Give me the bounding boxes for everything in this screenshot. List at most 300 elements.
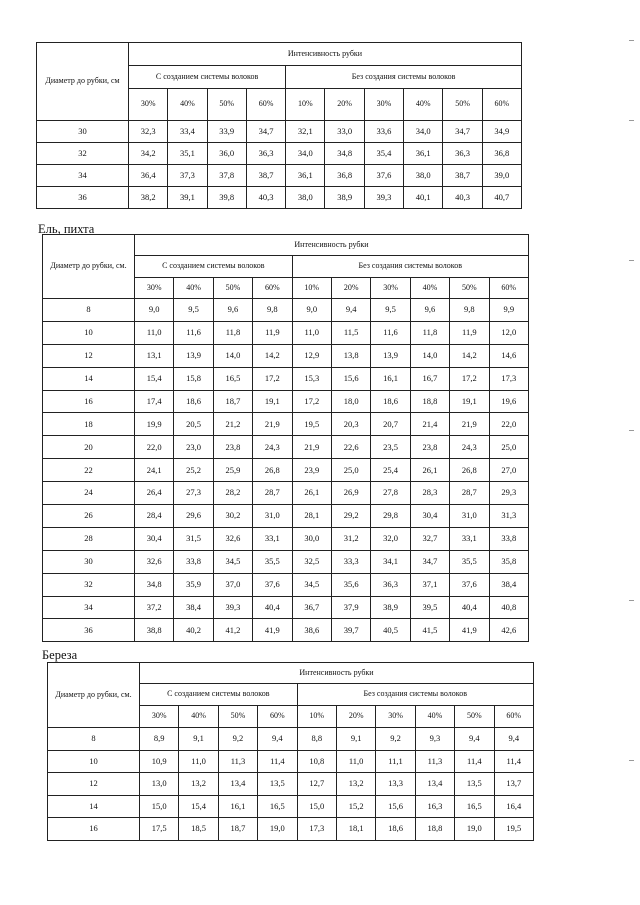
value-cell: 15,6 (376, 795, 415, 818)
percent-header: 10% (286, 89, 325, 121)
intensity-header: Интенсивность рубки (140, 663, 534, 684)
value-cell: 9,9 (489, 299, 528, 322)
diameter-header: Диаметр до рубки, см (37, 43, 129, 121)
value-cell: 18,7 (213, 390, 252, 413)
value-cell: 38,4 (489, 573, 528, 596)
value-cell: 15,4 (179, 795, 218, 818)
value-cell: 9,5 (174, 299, 213, 322)
percent-header: 30% (371, 278, 410, 299)
value-cell: 13,1 (135, 344, 174, 367)
value-cell: 19,9 (135, 413, 174, 436)
value-cell: 14,0 (410, 344, 449, 367)
value-cell: 15,4 (135, 367, 174, 390)
scan-mark (629, 120, 634, 121)
value-cell: 33,8 (174, 550, 213, 573)
value-cell: 37,8 (207, 165, 246, 187)
diameter-cell: 24 (43, 482, 135, 505)
intensity-header: Интенсивность рубки (135, 235, 529, 256)
value-cell: 9,5 (371, 299, 410, 322)
percent-header: 30% (376, 706, 415, 728)
diameter-cell: 14 (43, 367, 135, 390)
table-spruce-fir (42, 234, 529, 642)
diameter-cell: 32 (37, 143, 129, 165)
value-cell: 36,8 (482, 143, 521, 165)
value-cell: 11,8 (410, 321, 449, 344)
percent-header: 60% (482, 89, 521, 121)
value-cell: 16,5 (258, 795, 297, 818)
with-trails-header: С созданием системы волоков (135, 256, 293, 278)
table-row (48, 728, 534, 751)
value-cell: 11,3 (415, 750, 454, 773)
percent-header: 60% (494, 706, 533, 728)
value-cell: 9,1 (179, 728, 218, 751)
value-cell: 13,5 (258, 773, 297, 796)
value-cell: 39,5 (410, 596, 449, 619)
percent-header: 30% (140, 706, 179, 728)
table-row (37, 187, 522, 209)
diameter-cell: 26 (43, 505, 135, 528)
value-cell: 24,3 (450, 436, 489, 459)
value-cell: 17,2 (253, 367, 292, 390)
table-row (43, 550, 529, 573)
value-cell: 24,3 (253, 436, 292, 459)
section-title-spruce-fir: Ель, пихта (38, 222, 95, 236)
value-cell: 28,3 (410, 482, 449, 505)
value-cell: 32,3 (129, 121, 168, 143)
value-cell: 26,8 (450, 459, 489, 482)
value-cell: 37,6 (253, 573, 292, 596)
value-cell: 18,8 (410, 390, 449, 413)
value-cell: 32,5 (292, 550, 331, 573)
scan-mark (629, 600, 634, 601)
table-row (43, 505, 529, 528)
value-cell: 18,0 (331, 390, 370, 413)
value-cell: 18,6 (376, 818, 415, 841)
value-cell: 31,0 (253, 505, 292, 528)
value-cell: 18,8 (415, 818, 454, 841)
table-row (37, 121, 522, 143)
percent-header: 20% (336, 706, 375, 728)
value-cell: 36,3 (246, 143, 285, 165)
value-cell: 37,9 (331, 596, 370, 619)
value-cell: 9,4 (331, 299, 370, 322)
value-cell: 13,9 (174, 344, 213, 367)
percent-header: 50% (218, 706, 257, 728)
value-cell: 27,0 (489, 459, 528, 482)
percent-header: 40% (168, 89, 207, 121)
percent-header: 40% (404, 89, 443, 121)
value-cell: 25,0 (489, 436, 528, 459)
value-cell: 34,7 (410, 550, 449, 573)
scan-mark (629, 760, 634, 761)
value-cell: 13,5 (455, 773, 494, 796)
value-cell: 30,0 (292, 527, 331, 550)
value-cell: 16,4 (494, 795, 533, 818)
diameter-cell: 36 (37, 187, 129, 209)
value-cell: 9,3 (415, 728, 454, 751)
value-cell: 21,9 (253, 413, 292, 436)
value-cell: 17,4 (135, 390, 174, 413)
value-cell: 37,6 (364, 165, 403, 187)
value-cell: 40,1 (404, 187, 443, 209)
value-cell: 26,4 (135, 482, 174, 505)
percent-header: 40% (174, 278, 213, 299)
percent-header: 40% (415, 706, 454, 728)
value-cell: 28,4 (135, 505, 174, 528)
value-cell: 41,9 (253, 619, 292, 642)
value-cell: 29,6 (174, 505, 213, 528)
table-row (43, 436, 529, 459)
value-cell: 26,8 (253, 459, 292, 482)
table-row (43, 619, 529, 642)
percent-header: 50% (443, 89, 482, 121)
diameter-cell: 10 (43, 321, 135, 344)
value-cell: 18,6 (174, 390, 213, 413)
value-cell: 41,5 (410, 619, 449, 642)
value-cell: 16,7 (410, 367, 449, 390)
percent-header: 30% (364, 89, 403, 121)
value-cell: 15,8 (174, 367, 213, 390)
value-cell: 17,2 (450, 367, 489, 390)
value-cell: 39,3 (213, 596, 252, 619)
value-cell: 36,1 (286, 165, 325, 187)
value-cell: 13,4 (415, 773, 454, 796)
value-cell: 34,0 (404, 121, 443, 143)
value-cell: 11,3 (218, 750, 257, 773)
value-cell: 23,8 (213, 436, 252, 459)
value-cell: 19,5 (494, 818, 533, 841)
value-cell: 35,5 (450, 550, 489, 573)
value-cell: 11,0 (179, 750, 218, 773)
table-row (48, 750, 534, 773)
value-cell: 13,7 (494, 773, 533, 796)
value-cell: 11,4 (455, 750, 494, 773)
value-cell: 37,6 (450, 573, 489, 596)
value-cell: 39,7 (331, 619, 370, 642)
diameter-cell: 8 (48, 728, 140, 751)
value-cell: 14,6 (489, 344, 528, 367)
value-cell: 34,7 (443, 121, 482, 143)
value-cell: 22,0 (135, 436, 174, 459)
value-cell: 38,6 (292, 619, 331, 642)
table-row (43, 321, 529, 344)
table-row (43, 596, 529, 619)
value-cell: 16,1 (218, 795, 257, 818)
value-cell: 21,9 (450, 413, 489, 436)
value-cell: 9,8 (450, 299, 489, 322)
value-cell: 37,2 (135, 596, 174, 619)
value-cell: 11,6 (174, 321, 213, 344)
value-cell: 9,0 (292, 299, 331, 322)
value-cell: 33,1 (253, 527, 292, 550)
table-row (43, 459, 529, 482)
table-row (43, 390, 529, 413)
value-cell: 36,1 (404, 143, 443, 165)
value-cell: 23,5 (371, 436, 410, 459)
percent-header: 50% (455, 706, 494, 728)
diameter-cell: 18 (43, 413, 135, 436)
value-cell: 40,3 (443, 187, 482, 209)
value-cell: 39,8 (207, 187, 246, 209)
value-cell: 32,6 (213, 527, 252, 550)
table-row (37, 143, 522, 165)
value-cell: 18,6 (371, 390, 410, 413)
value-cell: 20,3 (331, 413, 370, 436)
value-cell: 23,8 (410, 436, 449, 459)
value-cell: 33,4 (168, 121, 207, 143)
value-cell: 15,0 (297, 795, 336, 818)
value-cell: 11,5 (331, 321, 370, 344)
value-cell: 40,5 (371, 619, 410, 642)
value-cell: 23,0 (174, 436, 213, 459)
value-cell: 32,1 (286, 121, 325, 143)
value-cell: 36,3 (371, 573, 410, 596)
without-trails-header: Без создания системы волоков (286, 66, 522, 89)
diameter-cell: 30 (37, 121, 129, 143)
value-cell: 9,2 (218, 728, 257, 751)
table-row (43, 344, 529, 367)
value-cell: 35,9 (174, 573, 213, 596)
value-cell: 23,9 (292, 459, 331, 482)
percent-header: 50% (207, 89, 246, 121)
value-cell: 36,8 (325, 165, 364, 187)
value-cell: 20,5 (174, 413, 213, 436)
percent-header: 10% (297, 706, 336, 728)
value-cell: 21,4 (410, 413, 449, 436)
value-cell: 38,4 (174, 596, 213, 619)
value-cell: 25,0 (331, 459, 370, 482)
scan-mark (629, 430, 634, 431)
value-cell: 16,5 (213, 367, 252, 390)
value-cell: 31,2 (331, 527, 370, 550)
value-cell: 9,0 (135, 299, 174, 322)
intensity-header: Интенсивность рубки (129, 43, 522, 66)
value-cell: 28,2 (213, 482, 252, 505)
value-cell: 33,8 (489, 527, 528, 550)
value-cell: 37,1 (410, 573, 449, 596)
value-cell: 11,0 (336, 750, 375, 773)
value-cell: 8,9 (140, 728, 179, 751)
value-cell: 12,7 (297, 773, 336, 796)
percent-header: 60% (246, 89, 285, 121)
value-cell: 40,4 (450, 596, 489, 619)
percent-header: 10% (292, 278, 331, 299)
value-cell: 13,9 (371, 344, 410, 367)
diameter-cell: 20 (43, 436, 135, 459)
value-cell: 34,5 (213, 550, 252, 573)
value-cell: 13,2 (336, 773, 375, 796)
value-cell: 25,2 (174, 459, 213, 482)
table-birch (47, 662, 534, 841)
value-cell: 21,9 (292, 436, 331, 459)
value-cell: 11,8 (213, 321, 252, 344)
value-cell: 13,0 (140, 773, 179, 796)
with-trails-header: С созданием системы волоков (129, 66, 286, 89)
percent-header: 30% (129, 89, 168, 121)
value-cell: 9,6 (213, 299, 252, 322)
value-cell: 11,4 (494, 750, 533, 773)
percent-header: 30% (135, 278, 174, 299)
value-cell: 35,8 (489, 550, 528, 573)
value-cell: 33,9 (207, 121, 246, 143)
value-cell: 31,0 (450, 505, 489, 528)
value-cell: 12,0 (489, 321, 528, 344)
value-cell: 12,9 (292, 344, 331, 367)
value-cell: 33,6 (364, 121, 403, 143)
value-cell: 39,3 (364, 187, 403, 209)
value-cell: 17,3 (297, 818, 336, 841)
value-cell: 18,1 (336, 818, 375, 841)
diameter-cell: 30 (43, 550, 135, 573)
value-cell: 17,2 (292, 390, 331, 413)
value-cell: 16,5 (455, 795, 494, 818)
value-cell: 9,4 (258, 728, 297, 751)
value-cell: 29,2 (331, 505, 370, 528)
table-row (43, 413, 529, 436)
value-cell: 8,8 (297, 728, 336, 751)
value-cell: 19,1 (253, 390, 292, 413)
value-cell: 26,1 (410, 459, 449, 482)
diameter-cell: 12 (48, 773, 140, 796)
value-cell: 21,2 (213, 413, 252, 436)
value-cell: 9,8 (253, 299, 292, 322)
value-cell: 36,7 (292, 596, 331, 619)
value-cell: 33,0 (325, 121, 364, 143)
value-cell: 39,0 (482, 165, 521, 187)
value-cell: 37,0 (213, 573, 252, 596)
value-cell: 35,4 (364, 143, 403, 165)
value-cell: 41,2 (213, 619, 252, 642)
percent-header: 20% (325, 89, 364, 121)
value-cell: 35,1 (168, 143, 207, 165)
value-cell: 42,6 (489, 619, 528, 642)
diameter-header: Диаметр до рубки, см. (43, 235, 135, 299)
value-cell: 20,7 (371, 413, 410, 436)
value-cell: 38,0 (404, 165, 443, 187)
diameter-cell: 16 (48, 818, 140, 841)
table-continuation (36, 42, 522, 209)
diameter-header: Диаметр до рубки, см. (48, 663, 140, 728)
value-cell: 36,3 (443, 143, 482, 165)
value-cell: 32,7 (410, 527, 449, 550)
value-cell: 16,1 (371, 367, 410, 390)
value-cell: 11,6 (371, 321, 410, 344)
value-cell: 41,9 (450, 619, 489, 642)
value-cell: 34,8 (135, 573, 174, 596)
value-cell: 9,2 (376, 728, 415, 751)
value-cell: 29,3 (489, 482, 528, 505)
value-cell: 26,1 (292, 482, 331, 505)
value-cell: 40,8 (489, 596, 528, 619)
value-cell: 38,0 (286, 187, 325, 209)
value-cell: 11,4 (258, 750, 297, 773)
value-cell: 9,4 (494, 728, 533, 751)
diameter-cell: 10 (48, 750, 140, 773)
value-cell: 38,7 (443, 165, 482, 187)
value-cell: 10,9 (140, 750, 179, 773)
value-cell: 32,0 (371, 527, 410, 550)
percent-header: 40% (410, 278, 449, 299)
value-cell: 28,1 (292, 505, 331, 528)
value-cell: 24,1 (135, 459, 174, 482)
value-cell: 31,3 (489, 505, 528, 528)
value-cell: 40,2 (174, 619, 213, 642)
value-cell: 17,3 (489, 367, 528, 390)
value-cell: 16,3 (415, 795, 454, 818)
value-cell: 40,4 (253, 596, 292, 619)
value-cell: 13,8 (331, 344, 370, 367)
diameter-cell: 14 (48, 795, 140, 818)
table-row (43, 299, 529, 322)
value-cell: 18,7 (218, 818, 257, 841)
value-cell: 9,4 (455, 728, 494, 751)
value-cell: 11,0 (135, 321, 174, 344)
value-cell: 31,5 (174, 527, 213, 550)
value-cell: 27,3 (174, 482, 213, 505)
section-title-birch: Береза (42, 648, 78, 662)
value-cell: 15,3 (292, 367, 331, 390)
value-cell: 37,3 (168, 165, 207, 187)
value-cell: 15,2 (336, 795, 375, 818)
percent-header: 60% (258, 706, 297, 728)
table-row (48, 773, 534, 796)
value-cell: 34,5 (292, 573, 331, 596)
value-cell: 26,9 (331, 482, 370, 505)
value-cell: 19,1 (450, 390, 489, 413)
value-cell: 19,0 (455, 818, 494, 841)
value-cell: 33,1 (450, 527, 489, 550)
diameter-cell: 34 (37, 165, 129, 187)
percent-header: 40% (179, 706, 218, 728)
value-cell: 19,6 (489, 390, 528, 413)
diameter-cell: 32 (43, 573, 135, 596)
value-cell: 28,7 (253, 482, 292, 505)
value-cell: 25,4 (371, 459, 410, 482)
table-row (48, 795, 534, 818)
value-cell: 34,2 (129, 143, 168, 165)
value-cell: 11,0 (292, 321, 331, 344)
value-cell: 14,2 (253, 344, 292, 367)
value-cell: 15,6 (331, 367, 370, 390)
percent-header: 50% (213, 278, 252, 299)
value-cell: 34,8 (325, 143, 364, 165)
value-cell: 40,3 (246, 187, 285, 209)
table-row (43, 482, 529, 505)
percent-header: 20% (331, 278, 370, 299)
value-cell: 19,5 (292, 413, 331, 436)
value-cell: 13,4 (218, 773, 257, 796)
value-cell: 29,8 (371, 505, 410, 528)
without-trails-header: Без создания системы волоков (297, 684, 533, 706)
value-cell: 10,8 (297, 750, 336, 773)
value-cell: 30,4 (410, 505, 449, 528)
value-cell: 25,9 (213, 459, 252, 482)
value-cell: 13,3 (376, 773, 415, 796)
diameter-cell: 34 (43, 596, 135, 619)
value-cell: 38,7 (246, 165, 285, 187)
value-cell: 11,9 (450, 321, 489, 344)
value-cell: 14,2 (450, 344, 489, 367)
table-row (43, 527, 529, 550)
value-cell: 15,0 (140, 795, 179, 818)
value-cell: 35,5 (253, 550, 292, 573)
table-row (37, 165, 522, 187)
diameter-cell: 28 (43, 527, 135, 550)
value-cell: 38,9 (371, 596, 410, 619)
diameter-cell: 22 (43, 459, 135, 482)
value-cell: 34,1 (371, 550, 410, 573)
value-cell: 36,0 (207, 143, 246, 165)
